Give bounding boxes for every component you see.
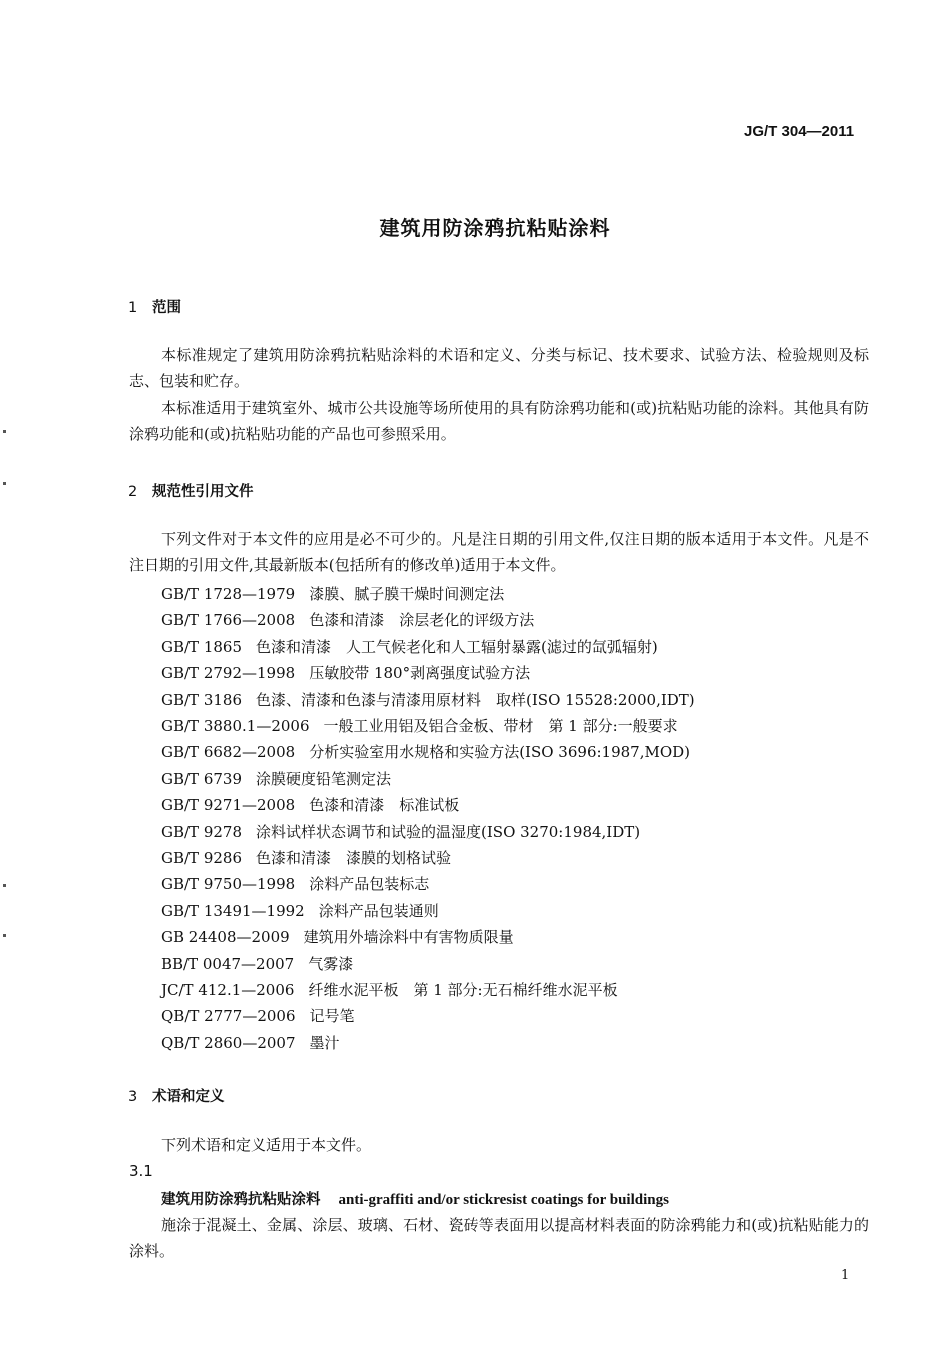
reference-code: GB/T 9271—2008 [161,796,296,814]
reference-title: 纤维水泥平板 第 1 部分:无石棉纤维水泥平板 [308,981,618,999]
reference-item [161,873,429,894]
reference-code: GB/T 6739 [161,770,243,788]
reference-title: 墨汁 [309,1034,340,1052]
reference-code: GB/T 1766—2008 [161,611,296,629]
reference-item [161,900,439,921]
reference-title: 涂料产品包装通则 [318,902,439,920]
reference-title: 分析实验室用水规格和实验方法(ISO 3696:1987,MOD) [309,743,691,761]
reference-item [161,953,353,974]
term-heading [161,1188,669,1209]
scan-mark [3,430,6,433]
reference-code: BB/T 0047—2007 [161,955,295,973]
section-number: 2 [128,484,138,500]
term-english: anti-graffiti and/or stickresist coatings for buildings [338,1192,669,1208]
section-number: 1 [128,300,138,316]
reference-title: 气雾漆 [308,955,354,973]
scope-paragraph-2: 本标准适用于建筑室外、城市公共设施等场所使用的具有防涂鸦功能和(或)抗粘贴功能的涂料。其他具有防涂鸦功能和(或)抗粘贴功能的产品也可参照采用。 [129,399,869,443]
section-1-heading [128,296,181,317]
references-intro: 下列文件对于本文件的应用是必不可少的。凡是注日期的引用文件,仅注日期的版本适用于本文件。凡是不注日期的引用文件,其最新版本(包括所有的修改单)适用于本文件。 [129,530,869,574]
reference-item [161,979,618,1000]
reference-code: GB/T 13491—1992 [161,902,305,920]
reference-item [161,847,451,868]
reference-code: GB/T 9286 [161,849,243,867]
reference-title: 涂料产品包装标志 [309,875,430,893]
reference-item [161,636,658,657]
reference-item [161,768,391,789]
reference-item [161,926,514,947]
reference-code: GB 24408—2009 [161,928,290,946]
section-title: 规范性引用文件 [152,484,254,500]
page-number: 1 [841,1268,850,1283]
reference-code: QB/T 2777—2006 [161,1007,296,1025]
section-number: 3 [128,1089,138,1105]
reference-code: GB/T 9750—1998 [161,875,296,893]
reference-title: 色漆和清漆 人工气候老化和人工辐射暴露(滤过的氙弧辐射) [256,638,658,656]
term-chinese: 建筑用防涂鸦抗粘贴涂料 [161,1191,321,1208]
section-title: 术语和定义 [152,1089,225,1105]
reference-code: GB/T 9278 [161,823,243,841]
reference-code: GB/T 1865 [161,638,243,656]
reference-title: 漆膜、腻子膜干燥时间测定法 [309,585,505,603]
scan-mark [3,884,6,887]
reference-code: GB/T 6682—2008 [161,743,296,761]
reference-code: QB/T 2860—2007 [161,1034,296,1052]
reference-item [161,794,459,815]
term-number: 3.1 [129,1162,153,1180]
reference-item [161,583,504,604]
reference-title: 建筑用外墙涂料中有害物质限量 [303,928,514,946]
section-2-heading [128,480,254,501]
reference-code: GB/T 1728—1979 [161,585,296,603]
scan-mark [3,934,6,937]
section-title: 范围 [152,300,181,316]
reference-item [161,689,695,710]
reference-item [161,715,678,736]
document-title: 建筑用防涂鸦抗粘贴涂料 [379,216,611,240]
reference-title: 涂料试样状态调节和试验的温湿度(ISO 3270:1984,IDT) [256,823,641,841]
reference-title: 压敏胶带 180°剥离强度试验方法 [309,664,531,682]
reference-item [161,741,690,762]
term-definition: 施涂于混凝土、金属、涂层、玻璃、石材、瓷砖等表面用以提高材料表面的防涂鸦能力和(或)抗粘贴能力的涂料。 [129,1216,869,1260]
reference-item [161,1032,340,1053]
reference-title: 色漆和清漆 涂层老化的评级方法 [309,611,535,629]
terms-intro: 下列术语和定义适用于本文件。 [161,1136,372,1154]
scope-paragraph-1: 本标准规定了建筑用防涂鸦抗粘贴涂料的术语和定义、分类与标记、技术要求、试验方法、检验规则及标志、包装和贮存。 [129,346,869,390]
reference-code: JC/T 412.1—2006 [161,981,295,999]
reference-title: 色漆、清漆和色漆与清漆用原材料 取样(ISO 15528:2000,IDT) [256,691,695,709]
reference-item [161,662,530,683]
reference-title: 记号笔 [309,1007,355,1025]
document-code: JG/T 304—2011 [744,123,855,140]
reference-code: GB/T 2792—1998 [161,664,296,682]
reference-title: 一般工业用铝及铝合金板、带材 第 1 部分:一般要求 [323,717,678,735]
reference-title: 涂膜硬度铅笔测定法 [256,770,392,788]
reference-code: GB/T 3880.1—2006 [161,717,310,735]
reference-item [161,821,640,842]
reference-title: 色漆和清漆 标准试板 [309,796,460,814]
reference-item [161,609,534,630]
reference-title: 色漆和清漆 漆膜的划格试验 [256,849,452,867]
reference-code: GB/T 3186 [161,691,243,709]
section-3-heading [128,1085,225,1106]
reference-item [161,1005,355,1026]
scan-mark [3,482,6,485]
